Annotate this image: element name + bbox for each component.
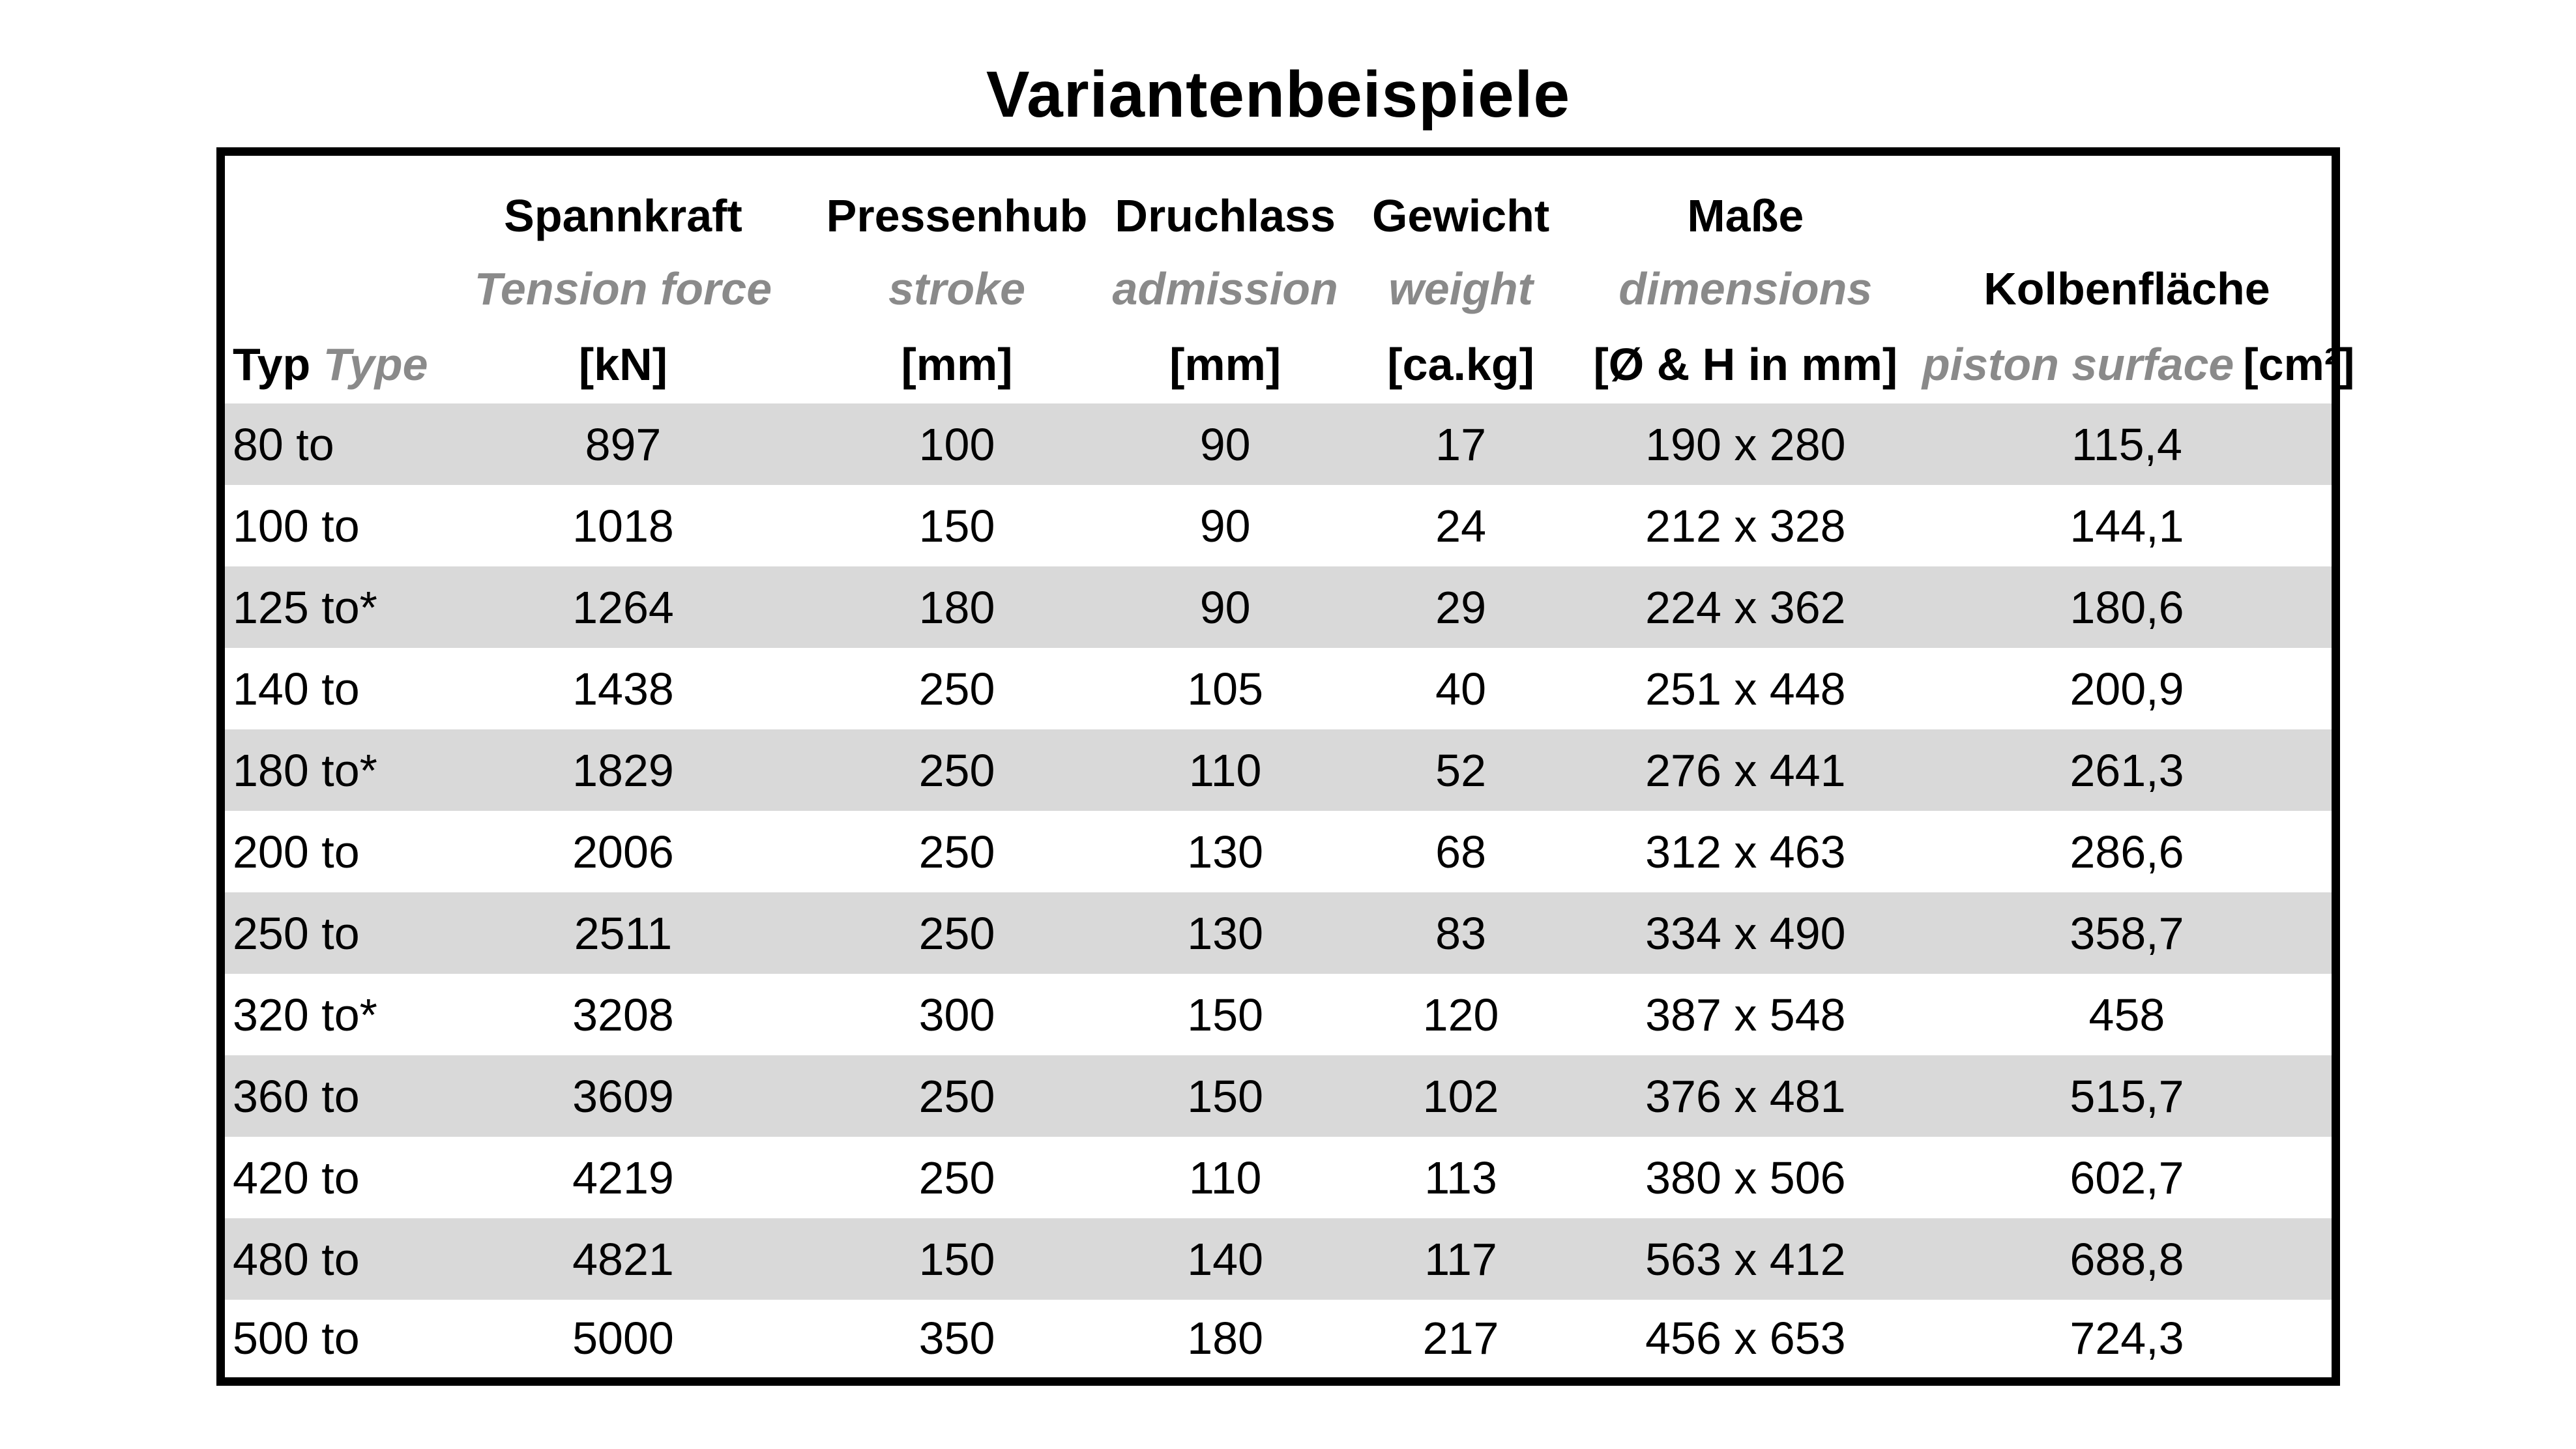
- cell-druchlass: 90: [1199, 500, 1251, 551]
- cell-masse: 334 x 490: [1645, 907, 1846, 959]
- header-spannkraft-unit: [kN]: [578, 339, 668, 390]
- cell-gewicht: 24: [1435, 500, 1487, 551]
- cell-spannkraft: 1438: [572, 663, 674, 714]
- cell-pressenhub: 100: [918, 418, 995, 470]
- table-header: [221, 152, 2355, 404]
- cell-pressenhub: 250: [918, 744, 995, 796]
- cell-pressenhub: 350: [918, 1313, 995, 1364]
- table-title: Variantenbeispiele: [986, 58, 1571, 131]
- cell-typ: 200 to: [233, 826, 360, 877]
- header-druchlass-en: admission: [1112, 263, 1338, 314]
- cell-masse: 212 x 328: [1645, 500, 1846, 551]
- cell-pressenhub: 150: [918, 1233, 995, 1285]
- cell-druchlass: 140: [1187, 1233, 1264, 1285]
- cell-spannkraft: 5000: [572, 1313, 674, 1364]
- cell-spannkraft: 2006: [572, 826, 674, 877]
- cell-masse: 276 x 441: [1645, 744, 1846, 796]
- cell-masse: 251 x 448: [1645, 663, 1846, 714]
- table-row: [221, 811, 2336, 892]
- header-kolbenflaeche-en: piston surface: [1922, 339, 2234, 390]
- variants-table: [216, 147, 2355, 1386]
- cell-typ: 360 to: [233, 1070, 360, 1122]
- cell-typ: 180 to*: [233, 744, 377, 796]
- table-row: [221, 485, 2336, 566]
- cell-spannkraft: 1829: [572, 744, 674, 796]
- header-masse-unit: [Ø & H in mm]: [1593, 339, 1898, 390]
- header-gewicht: [1353, 152, 1568, 404]
- table-row: [221, 892, 2336, 974]
- cell-masse: 387 x 548: [1645, 989, 1846, 1040]
- cell-spannkraft: 1018: [572, 500, 674, 551]
- cell-masse: 456 x 653: [1645, 1313, 1846, 1364]
- cell-kolbenflaeche: 458: [2088, 989, 2165, 1040]
- table-row: [221, 403, 2336, 485]
- table-body: [221, 403, 2336, 1381]
- table-row: [221, 729, 2336, 811]
- header-pressenhub-unit: [mm]: [901, 339, 1013, 390]
- cell-druchlass: 90: [1199, 418, 1251, 470]
- header-typ-line2: [225, 252, 430, 325]
- cell-masse: 190 x 280: [1645, 418, 1846, 470]
- cell-typ: 125 to*: [233, 581, 377, 633]
- cell-gewicht: 120: [1422, 989, 1499, 1040]
- cell-gewicht: 68: [1435, 826, 1487, 877]
- cell-pressenhub: 250: [918, 907, 995, 959]
- cell-typ: 250 to: [233, 907, 360, 959]
- header-druchlass-de: Druchlass: [1115, 190, 1336, 241]
- cell-masse: 563 x 412: [1645, 1233, 1846, 1285]
- header-typ: [221, 152, 430, 404]
- cell-typ: 140 to: [233, 663, 360, 714]
- header-pressenhub-en: stroke: [888, 263, 1026, 314]
- header-pressenhub: [816, 152, 1098, 404]
- cell-pressenhub: 250: [918, 663, 995, 714]
- table-row: [221, 566, 2336, 648]
- cell-gewicht: 217: [1422, 1313, 1499, 1364]
- cell-pressenhub: 250: [918, 826, 995, 877]
- header-gewicht-de: Gewicht: [1371, 190, 1550, 241]
- cell-gewicht: 83: [1435, 907, 1487, 959]
- cell-masse: 312 x 463: [1645, 826, 1846, 877]
- cell-kolbenflaeche: 200,9: [2070, 663, 2184, 714]
- cell-kolbenflaeche: 144,1: [2070, 500, 2184, 551]
- cell-spannkraft: 897: [585, 418, 662, 470]
- header-typ-line1: [225, 179, 430, 252]
- cell-typ: 100 to: [233, 500, 360, 551]
- header-kolbenflaeche-line3: [1922, 325, 2355, 403]
- table-row: [221, 974, 2336, 1055]
- cell-gewicht: 17: [1435, 418, 1487, 470]
- cell-pressenhub: 250: [918, 1070, 995, 1122]
- cell-druchlass: 130: [1187, 826, 1264, 877]
- cell-spannkraft: 3609: [572, 1070, 674, 1122]
- cell-pressenhub: 180: [918, 581, 995, 633]
- cell-gewicht: 52: [1435, 744, 1487, 796]
- header-kolbenflaeche-de: Kolbenfläche: [1983, 263, 2270, 314]
- cell-druchlass: 90: [1199, 581, 1251, 633]
- cell-gewicht: 29: [1435, 581, 1487, 633]
- header-typ-de: Typ: [233, 339, 311, 390]
- table-row: [221, 648, 2336, 729]
- cell-pressenhub: 300: [918, 989, 995, 1040]
- cell-typ: 500 to: [233, 1313, 360, 1364]
- cell-typ: 480 to: [233, 1233, 360, 1285]
- header-gewicht-unit: [ca.kg]: [1387, 339, 1534, 390]
- cell-spannkraft: 4821: [572, 1233, 674, 1285]
- cell-gewicht: 40: [1435, 663, 1487, 714]
- cell-druchlass: 105: [1187, 663, 1264, 714]
- cell-kolbenflaeche: 286,6: [2070, 826, 2184, 877]
- cell-masse: 380 x 506: [1645, 1152, 1846, 1203]
- cell-gewicht: 117: [1424, 1233, 1497, 1285]
- header-pressenhub-de: Pressenhub: [826, 190, 1088, 241]
- table-row: [221, 1218, 2336, 1300]
- cell-kolbenflaeche: 180,6: [2070, 581, 2184, 633]
- cell-spannkraft: 4219: [572, 1152, 674, 1203]
- cell-gewicht: 113: [1424, 1152, 1497, 1203]
- cell-masse: 224 x 362: [1645, 581, 1846, 633]
- cell-kolbenflaeche: 515,7: [2070, 1070, 2184, 1122]
- cell-pressenhub: 150: [918, 500, 995, 551]
- header-row: [221, 152, 2336, 404]
- header-typ-line3: [225, 325, 430, 403]
- header-typ-en: Type: [323, 339, 428, 390]
- cell-spannkraft: 2511: [574, 907, 673, 959]
- header-kolbenflaeche-unit: [cm²]: [2243, 339, 2355, 390]
- table-row: [221, 1055, 2336, 1137]
- cell-kolbenflaeche: 358,7: [2070, 907, 2184, 959]
- cell-typ: 80 to: [233, 418, 334, 470]
- cell-pressenhub: 250: [918, 1152, 995, 1203]
- cell-masse: 376 x 481: [1645, 1070, 1846, 1122]
- header-kolbenflaeche: [1922, 152, 2355, 404]
- cell-druchlass: 110: [1188, 1152, 1262, 1203]
- cell-kolbenflaeche: 688,8: [2070, 1233, 2184, 1285]
- cell-kolbenflaeche: 115,4: [2071, 418, 2182, 470]
- cell-druchlass: 150: [1187, 989, 1264, 1040]
- cell-spannkraft: 1264: [572, 581, 674, 633]
- header-kolbenflaeche-line1: [1922, 179, 2332, 252]
- cell-typ: 320 to*: [233, 989, 377, 1040]
- header-masse: [1569, 152, 1922, 404]
- header-masse-de: Maße: [1687, 190, 1804, 241]
- header-spannkraft-de: Spannkraft: [504, 190, 742, 241]
- header-druchlass: [1098, 152, 1353, 404]
- header-spannkraft: [430, 152, 816, 404]
- cell-gewicht: 102: [1422, 1070, 1499, 1122]
- header-druchlass-unit: [mm]: [1169, 339, 1281, 390]
- cell-druchlass: 130: [1187, 907, 1264, 959]
- header-gewicht-en: weight: [1388, 263, 1533, 314]
- cell-druchlass: 180: [1187, 1313, 1264, 1364]
- cell-spannkraft: 3208: [572, 989, 674, 1040]
- cell-kolbenflaeche: 602,7: [2070, 1152, 2184, 1203]
- table-row: [221, 1300, 2336, 1381]
- table-row: [221, 1137, 2336, 1218]
- cell-typ: 420 to: [233, 1152, 360, 1203]
- cell-druchlass: 150: [1187, 1070, 1264, 1122]
- cell-kolbenflaeche: 724,3: [2070, 1313, 2184, 1364]
- header-spannkraft-en: Tension force: [474, 263, 772, 314]
- cell-kolbenflaeche: 261,3: [2070, 744, 2184, 796]
- header-masse-en: dimensions: [1618, 263, 1873, 314]
- cell-druchlass: 110: [1188, 744, 1262, 796]
